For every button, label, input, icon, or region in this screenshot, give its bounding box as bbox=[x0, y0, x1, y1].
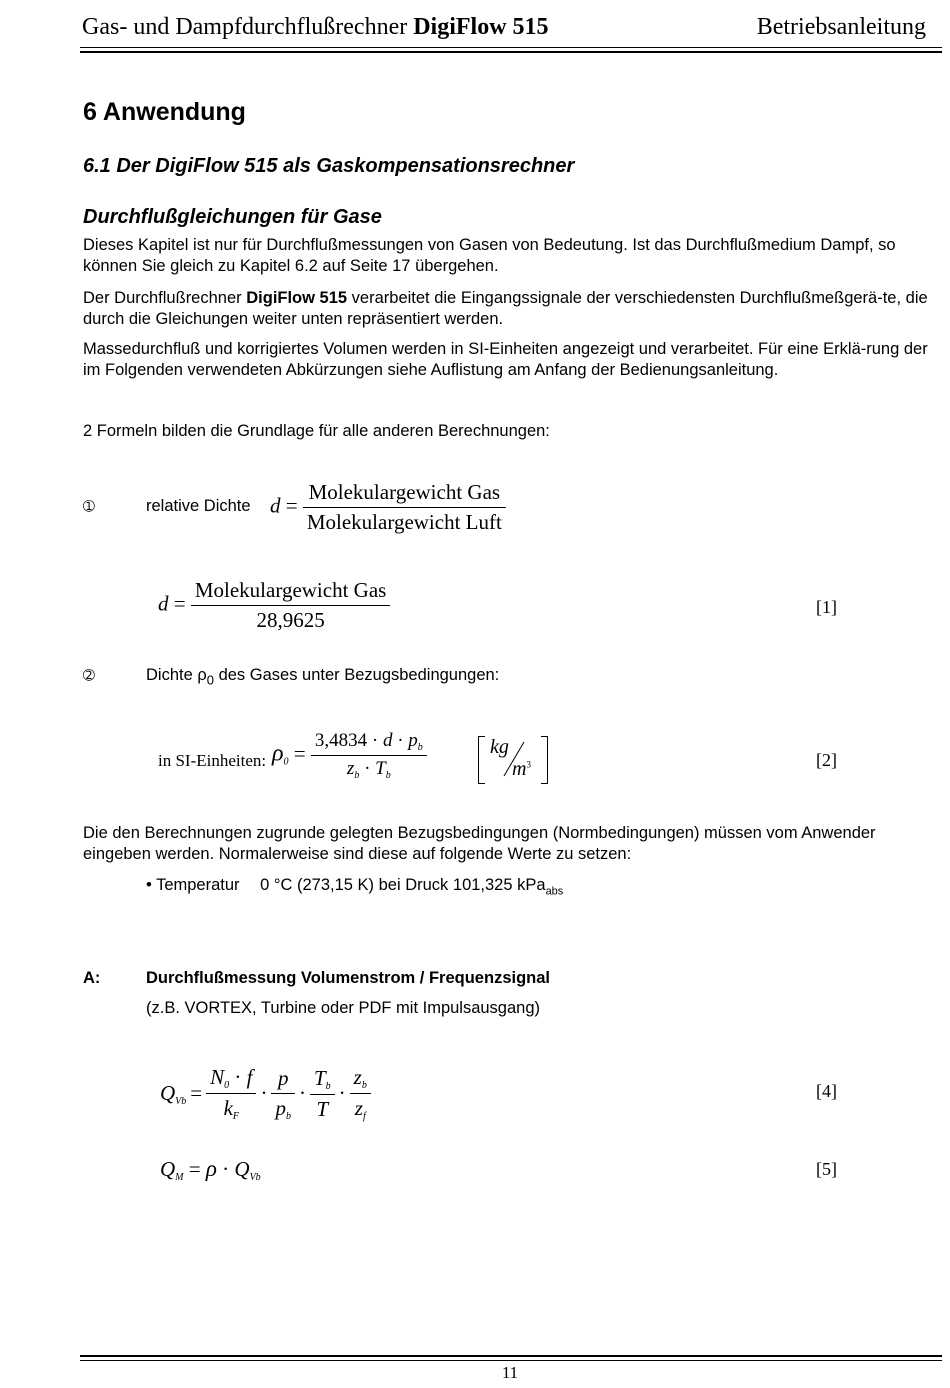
section-heading: 6.1 Der DigiFlow 515 als Gaskompensationsrechner bbox=[83, 155, 575, 177]
page-number: 11 bbox=[501, 1363, 519, 1382]
product-name: DigiFlow 515 bbox=[413, 14, 549, 40]
device-paragraph: Der Durchflußrechner DigiFlow 515 verarbeitet die Eingangssignale der verschiedensten Durchflußmeßgerä-te, die durch die Gleichungen weiter unten repräsentiert werden. bbox=[83, 289, 928, 328]
density-reference-label: Dichte $\rho_0$ des Gases unter Bezugsbedingungen: bbox=[146, 666, 500, 688]
header-rule bbox=[80, 47, 942, 48]
equation-2: $\rho_0$ = $\frac{3,4834 \cdot d \cdot p_b}{z_b \cdot T_b}$ bbox=[272, 730, 427, 781]
circled-two-marker: ➁ bbox=[83, 668, 95, 684]
section-a-subtitle: (z.B. VORTEX, Turbine oder PDF mit Impulsausgang) bbox=[146, 999, 541, 1017]
section-a-letter: A: bbox=[83, 969, 101, 987]
header-rule-thick bbox=[80, 51, 942, 53]
bullet-marker: • bbox=[146, 876, 152, 894]
equation-4: $Q_{Vb}$ = $\frac{N_0 \cdot f}{k_F}$ · $\frac{p}{p_b}$ · $\frac{T_b}{T}$ · $\frac{z_b}{z_f}$ bbox=[160, 1065, 371, 1122]
circled-one-marker: ➀ bbox=[83, 499, 95, 515]
relative-density-formula: d = $\frac{\text{Molekulargewicht Gas}}{\text{Molekulargewicht Luft}}$ bbox=[270, 480, 506, 535]
equation-number-5: [5] bbox=[816, 1159, 837, 1179]
equation-number-2: [2] bbox=[816, 750, 837, 770]
equation-number-1: [1] bbox=[816, 597, 837, 617]
relative-density-label: relative Dichte bbox=[146, 497, 251, 515]
page-header-doc-type: Betriebsanleitung bbox=[756, 14, 926, 40]
equation-number-4: [4] bbox=[816, 1081, 837, 1101]
subsection-heading: Durchflußgleichungen für Gase bbox=[83, 206, 382, 228]
reference-conditions-paragraph: Die den Berechnungen zugrunde gelegten Bezugsbedingungen (Normbedingungen) müssen vom Anwender eingeben werden. Normalerweise sind diese auf folgende Werte zu setzen: bbox=[83, 824, 876, 863]
footer-rule bbox=[80, 1360, 942, 1361]
equation-1: d = $\frac{\text{Molekulargewicht Gas}}{28,9625}$ bbox=[158, 578, 390, 633]
temperature-bullet: • Temperatur 0 °C (273,15 K) bei Druck 101,325 kPa$_{abs}$ bbox=[146, 876, 564, 898]
units-paragraph: Massedurchfluß und korrigiertes Volumen werden in SI-Einheiten angezeigt und verarbeitet. Für eine Erklä-rung der im Folgenden verwendeten Abkürzungen siehe Auflistung am Anfang der Bedienungsanleitung. bbox=[83, 340, 928, 379]
section-a-title: Durchflußmessung Volumenstrom / Frequenzsignal bbox=[146, 969, 550, 987]
footer-rule-thick bbox=[80, 1355, 942, 1357]
page-header-title: Gas- und Dampfdurchflußrechner DigiFlow 515 bbox=[82, 14, 549, 40]
chapter-heading: 6 Anwendung bbox=[83, 98, 246, 126]
intro-paragraph: Dieses Kapitel ist nur für Durchflußmessungen von Gasen von Bedeutung. Ist das Durchflußmedium Dampf, so können Sie gleich zu Kapitel 6.2 auf Seite 17 übergehen. bbox=[83, 236, 896, 275]
formulas-intro: 2 Formeln bilden die Grundlage für alle anderen Berechnungen: bbox=[83, 422, 550, 440]
equation-5: $Q_M = \rho \cdot Q_{Vb}$ bbox=[160, 1156, 261, 1183]
si-units-label: in SI-Einheiten: bbox=[158, 751, 267, 770]
density-unit: kg $m^3$ bbox=[478, 736, 548, 784]
